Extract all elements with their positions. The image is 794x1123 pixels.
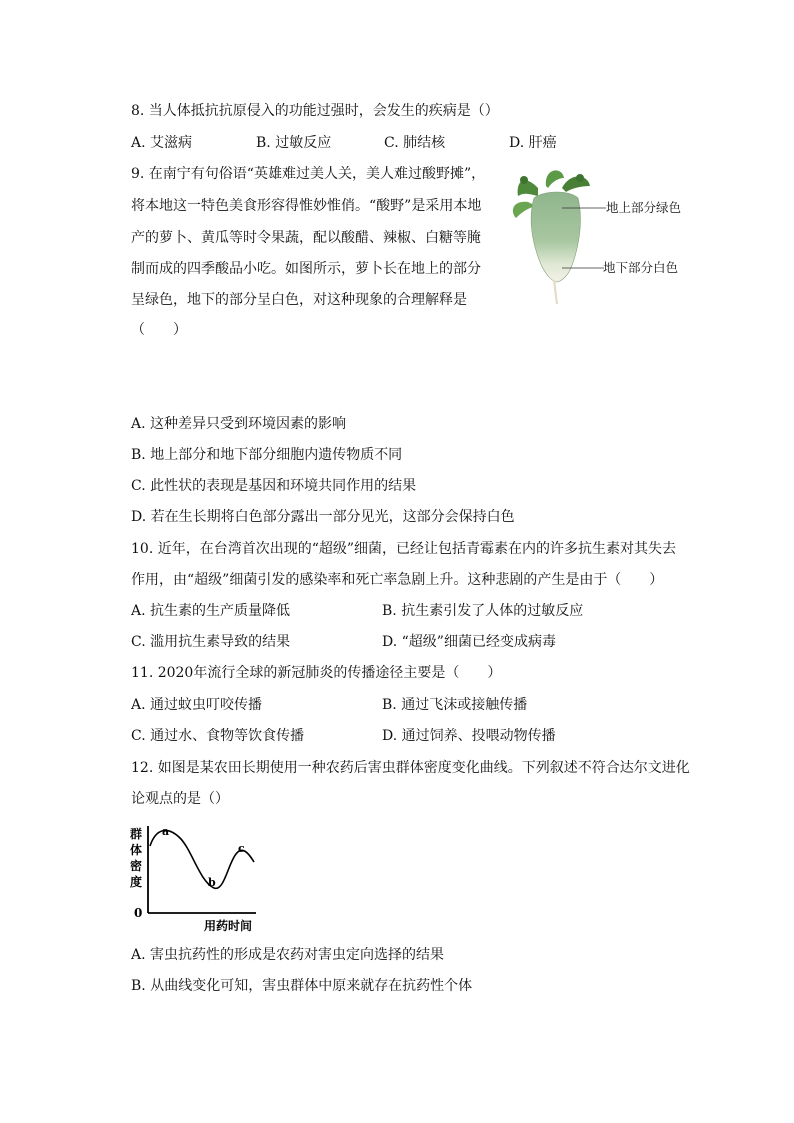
q9-line-6: （ ） xyxy=(131,322,187,338)
q12-line-2: 论观点的是（） xyxy=(131,791,229,807)
label-aboveground-green: 地上部分绿色 xyxy=(606,200,682,215)
x-axis-label: 用药时间 xyxy=(204,919,253,932)
y-axis-label-2: 体 xyxy=(130,843,143,857)
q10-line-1: 10. 近年，在台湾首次出现的“超级”细菌，已经让包括青霉素在内的许多抗生素对其失去 xyxy=(131,541,677,557)
origin-label: 0 xyxy=(134,906,143,920)
density-curve-line xyxy=(150,830,254,888)
q11-option-a: A. 通过蚊虫叮咬传播 xyxy=(131,697,263,713)
y-axis-label-4: 度 xyxy=(130,875,143,889)
q12-line-1: 12. 如图是某农田长期使用一种农药后害虫群体密度变化曲线。下列叙述不符合达尔文进化 xyxy=(131,760,690,776)
q9-line-4: 制而成的四季酸品小吃。如图所示，萝卜长在地上的部分 xyxy=(131,261,481,277)
q9-option-c: C. 此性状的表现是基因和环境共同作用的结果 xyxy=(131,478,417,494)
q11-option-d: D. 通过饲养、投喂动物传播 xyxy=(382,728,556,744)
q9-line-3: 产的萝卜、黄瓜等时令果蔬，配以酸醋、辣椒、白糖等腌 xyxy=(131,230,481,246)
q9-line-5: 呈绿色，地下的部分呈白色，对这种现象的合理解释是 xyxy=(131,292,467,308)
q8-stem: 8. 当人体抵抗抗原侵入的功能过强时，会发生的疾病是（） xyxy=(131,103,499,119)
y-axis-label-3: 密 xyxy=(130,859,143,873)
q10-line-2: 作用，由“超级”细菌引发的感染率和死亡率急剧上升。这种悲剧的产生是由于（ ） xyxy=(131,572,664,588)
q8-option-d: D. 肝癌 xyxy=(509,135,557,151)
figure-pointer-lines xyxy=(560,200,608,280)
q9-option-a: A. 这种差异只受到环境因素的影响 xyxy=(131,416,347,432)
label-underground-white: 地下部分白色 xyxy=(603,260,679,275)
q8-option-c: C. 肺结核 xyxy=(384,135,446,151)
point-b-label: b xyxy=(208,876,216,889)
q11-stem: 11. 2020年流行全球的新冠肺炎的传播途径主要是（ ） xyxy=(131,665,502,681)
point-a-label: a xyxy=(162,825,170,838)
q10-option-d: D. “超级”细菌已经变成病毒 xyxy=(382,634,556,650)
point-c-label: c xyxy=(238,842,245,855)
q9-option-b: B. 地上部分和地下部分细胞内遗传物质不同 xyxy=(131,447,403,463)
q10-option-a: A. 抗生素的生产质量降低 xyxy=(131,603,291,619)
q12-option-b: B. 从曲线变化可知，害虫群体中原来就存在抗药性个体 xyxy=(131,978,473,994)
q9-line-1: 9. 在南宁有句俗语“英雄难过美人关，美人难过酸野摊”， xyxy=(131,166,486,182)
q9-option-d: D. 若在生长期将白色部分露出一部分见光，这部分会保持白色 xyxy=(131,509,515,525)
q11-option-c: C. 通过水、食物等饮食传播 xyxy=(131,728,305,744)
q11-option-b: B. 通过飞沫或接触传播 xyxy=(382,697,528,713)
q8-option-a: A. 艾滋病 xyxy=(131,135,193,151)
q12-option-a: A. 害虫抗药性的形成是农药对害虫定向选择的结果 xyxy=(131,947,445,963)
y-axis-label-1: 群 xyxy=(130,827,143,841)
q8-option-b: B. 过敏反应 xyxy=(256,135,332,151)
q10-option-b: B. 抗生素引发了人体的过敏反应 xyxy=(382,603,584,619)
q10-option-c: C. 滥用抗生素导致的结果 xyxy=(131,634,291,650)
q9-line-2: 将本地这一特色美食形容得惟妙惟俏。“酸野”是采用本地 xyxy=(131,198,482,214)
pest-density-curve xyxy=(128,822,260,932)
